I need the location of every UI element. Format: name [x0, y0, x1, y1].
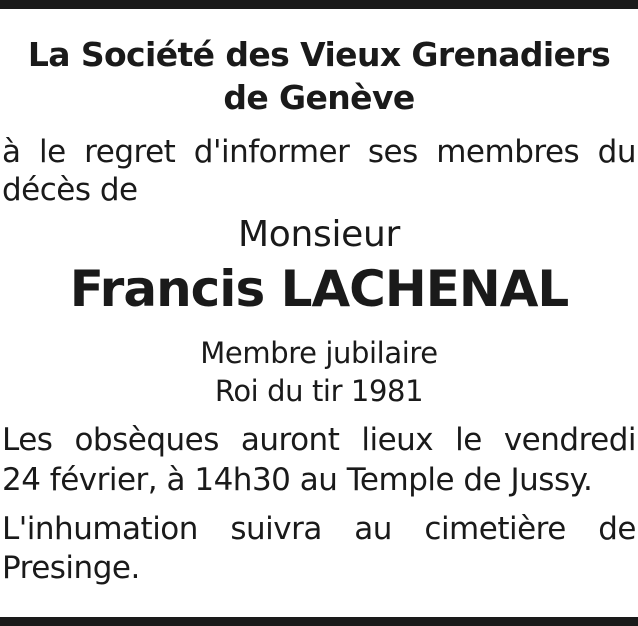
deceased-honorific: Monsieur	[237, 214, 401, 255]
burial-text-line1: L'inhumation suivra au cimetière de	[2, 511, 636, 547]
distinction-line2: Roi du tir 1981	[214, 374, 424, 408]
top-border-rule	[0, 0, 638, 9]
bottom-border-rule	[0, 617, 638, 626]
funeral-text-line2: 24 février, à 14h30 au Temple de Jussy.	[2, 462, 593, 498]
burial-text-line2: Presinge.	[2, 550, 140, 586]
organization-name-line1: La Société des Vieux Grenadiers	[27, 35, 611, 74]
intro-text-line1: à le regret d'informer ses membres du	[2, 134, 636, 170]
organization-name-line2: de Genève	[223, 78, 415, 117]
distinction-line1: Membre jubilaire	[200, 336, 438, 370]
deceased-name: Francis LACHENAL	[69, 260, 569, 318]
funeral-text-line1: Les obsèques auront lieux le vendredi	[2, 422, 636, 458]
intro-text-line2: décès de	[2, 172, 138, 208]
